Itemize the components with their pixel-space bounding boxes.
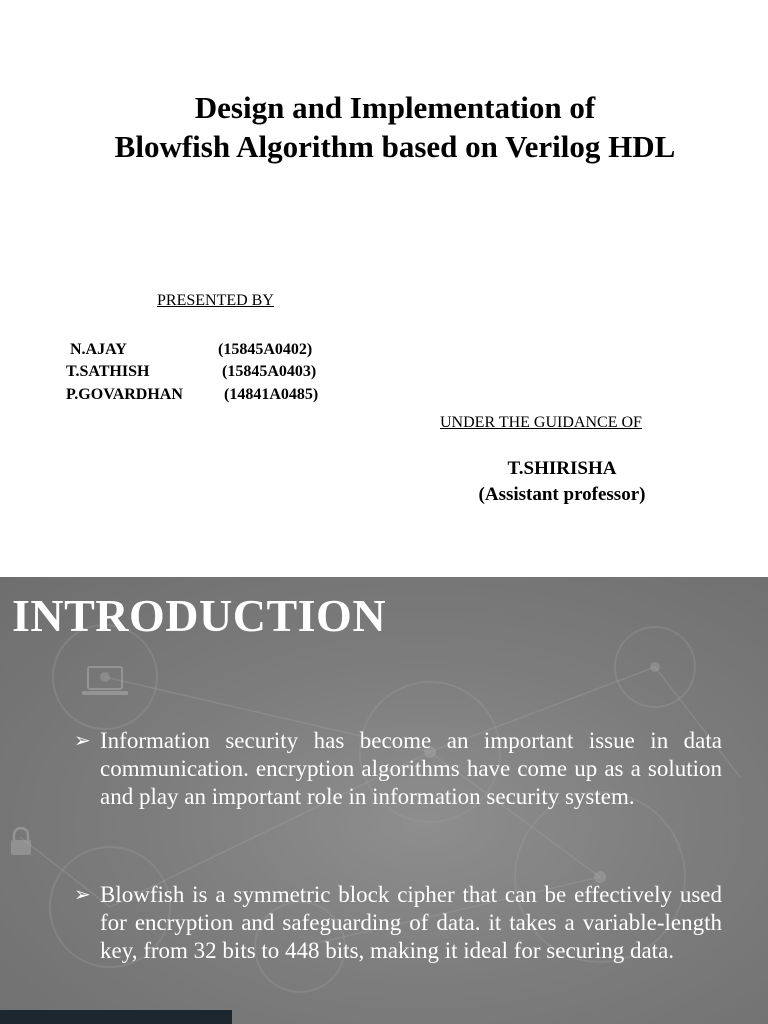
guidance-label: UNDER THE GUIDANCE OF <box>440 414 642 431</box>
bullet-text: Information security has become an important issue in data communication. encryption algorithms have come up as a solution and play an important role in information security system. <box>100 728 722 809</box>
guide-name: T.SHIRISHA <box>507 458 617 479</box>
student-name: N.AJAY <box>70 341 127 358</box>
student-name: T.SATHISH <box>66 363 150 380</box>
title-line-1: Design and Implementation of <box>194 90 596 125</box>
lock-icon <box>8 827 34 857</box>
arrow-bullet-icon: ➢ <box>74 884 91 906</box>
guide-title: (Assistant professor) <box>478 484 646 505</box>
arrow-bullet-icon: ➢ <box>74 730 91 752</box>
bullet-item <box>74 881 722 965</box>
title-line-2: Blowfish Algorithm based on Verilog HDL <box>114 129 676 164</box>
student-id: (15845A0403) <box>222 363 317 380</box>
presented-by-label: PRESENTED BY <box>157 292 274 309</box>
slide-title <box>0 88 768 166</box>
student-id: (15845A0402) <box>218 341 313 358</box>
student-name: P.GOVARDHAN <box>66 386 183 403</box>
next-slide-preview <box>0 1010 232 1024</box>
student-id: (14841A0485) <box>224 386 319 403</box>
bullet-item <box>74 727 722 811</box>
introduction-slide <box>0 577 768 1024</box>
laptop-icon <box>80 663 130 699</box>
introduction-heading: INTRODUCTION <box>12 590 387 641</box>
guide-block <box>460 456 664 508</box>
bullet-text: Blowfish is a symmetric block cipher that can be effectively used for encryption and safeguarding of data. it takes a variable-length key, from 32 bits to 448 bits, making it ideal for securing data. <box>100 882 722 963</box>
